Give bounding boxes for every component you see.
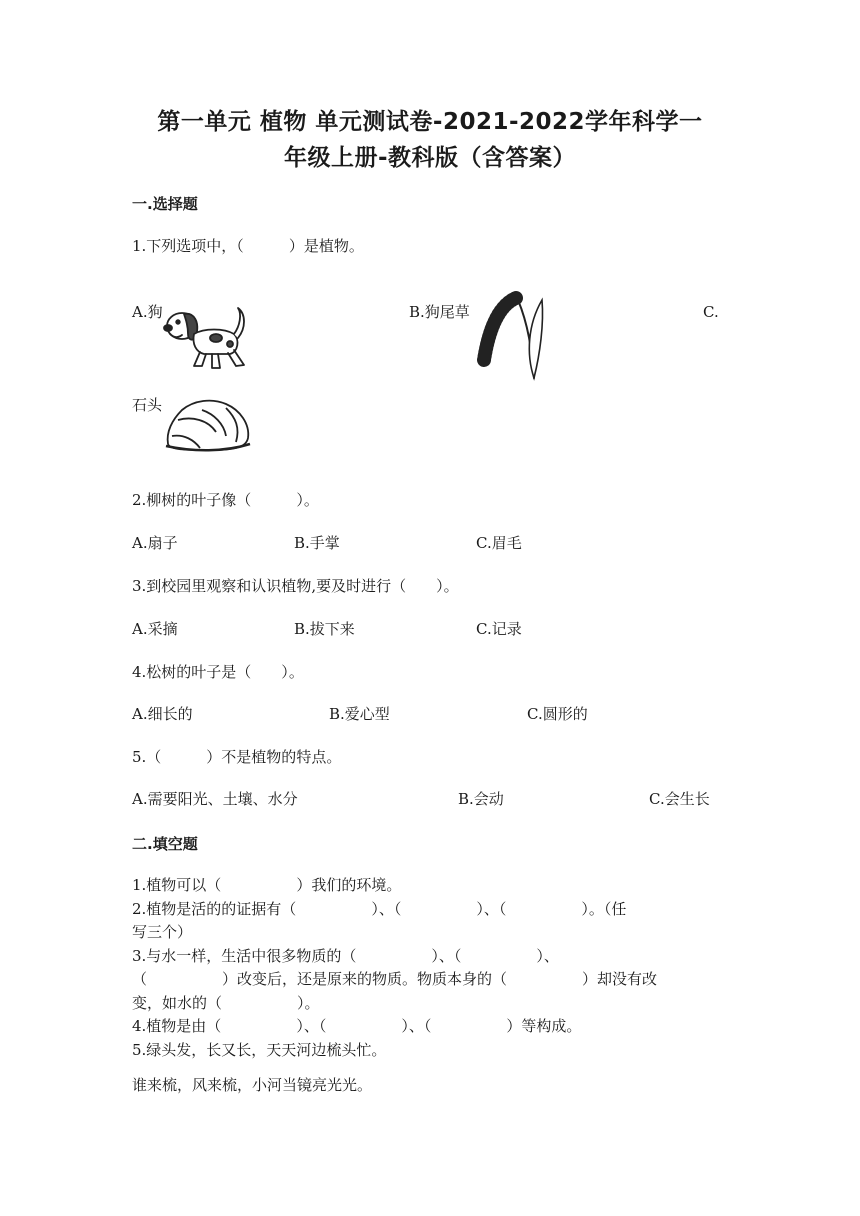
question-5-stem: 5.（ ）不是植物的特点。 — [132, 748, 342, 766]
fill-line-6: 变，如水的（ ）。 — [132, 993, 320, 1012]
fill-line-4: 3.与水一样，生活中很多物质的（ ）、（ ）、 — [132, 946, 559, 965]
question-1-option-a: A.狗 — [132, 303, 163, 321]
question-5-option-b: B.会动 — [458, 790, 504, 808]
fill-line-1: 1.植物可以（ ）我们的环境。 — [132, 876, 402, 894]
fill-line-7: 4.植物是由（ ）、（ ）、（ ）等构成。 — [132, 1017, 582, 1035]
title-line-2: 年级上册-教科版（含答案） — [283, 145, 577, 171]
question-5-option-c: C.会生长 — [649, 790, 710, 808]
fill-line-9: 谁来梳，风来梳，小河当镜亮光光。 — [132, 1076, 373, 1094]
question-1-option-b: B.狗尾草 — [409, 303, 470, 321]
question-1-option-c: C. — [703, 303, 719, 321]
question-2-stem: 2.柳树的叶子像（ ）。 — [132, 491, 319, 509]
question-4-option-b: B.爱心型 — [329, 705, 390, 723]
section-heading-fill-blank: 二.填空题 — [132, 835, 198, 853]
title-line-1: 第一单元 植物 单元测试卷-2021-2022学年科学一 — [157, 109, 703, 135]
document-title — [110, 104, 750, 176]
fill-line-8: 5.绿头发，长又长，天天河边梳头忙。 — [132, 1040, 387, 1059]
question-2-option-b: B.手掌 — [294, 534, 340, 552]
question-1-option-c-text: 石头 — [132, 396, 163, 414]
question-4-stem: 4.松树的叶子是（ ）。 — [132, 663, 304, 681]
question-4-option-c: C.圆形的 — [527, 705, 588, 723]
question-2-option-c: C.眉毛 — [476, 534, 522, 552]
question-3-option-a: A.采摘 — [132, 620, 178, 638]
question-2-option-a: A.扇子 — [132, 534, 178, 552]
question-5-option-a: A.需要阳光、土壤、水分 — [132, 790, 298, 808]
question-3-option-b: B.拔下来 — [294, 620, 355, 638]
section-heading-choice: 一.选择题 — [132, 195, 198, 213]
question-4-option-a: A.细长的 — [132, 705, 193, 723]
foxtail-grass-icon — [478, 294, 550, 380]
question-3-stem: 3.到校园里观察和认识植物,要及时进行（ ）。 — [132, 577, 459, 595]
dog-icon — [160, 300, 252, 372]
fill-in-block — [132, 874, 732, 1062]
question-3-option-c: C.记录 — [476, 620, 522, 638]
fill-line-5: （ ）改变后，还是原来的物质。物质本身的（ ）却没有改 — [132, 970, 658, 988]
stone-icon — [164, 394, 252, 452]
question-1-stem: 1.下列选项中，（ ）是植物。 — [132, 237, 364, 255]
fill-line-2: 2.植物是活的的证据有（ ）、（ ）、（ ）。（任 — [132, 899, 627, 918]
fill-line-3: 写三个） — [132, 923, 193, 941]
